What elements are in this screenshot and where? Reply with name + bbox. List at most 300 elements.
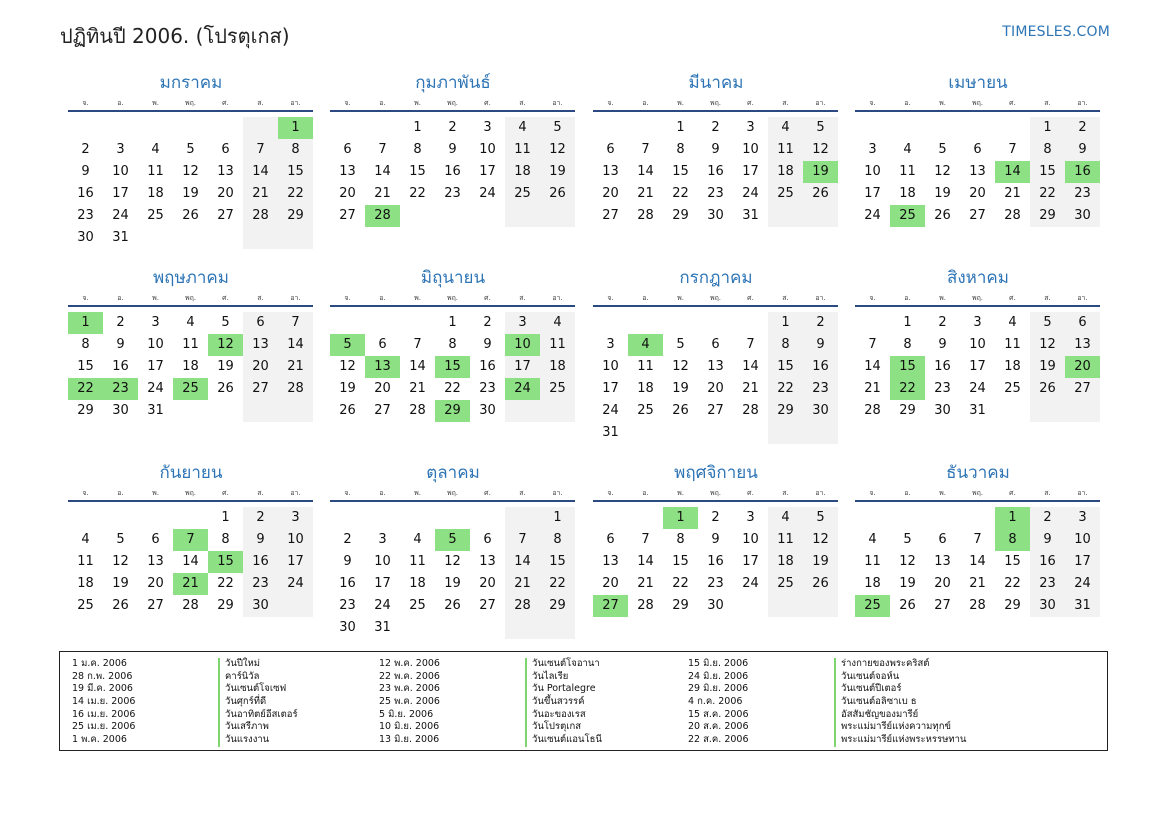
day-cell: 26: [217, 381, 234, 396]
blank-cell: [855, 117, 890, 139]
day-cell: 7: [505, 529, 540, 551]
blank-cell: [628, 507, 663, 529]
day-cell: 15: [672, 164, 689, 179]
day-cell: 27: [217, 208, 234, 223]
day-cell: 21: [864, 381, 881, 396]
weekday-label: จ.: [344, 294, 351, 302]
day-cell: 27: [479, 598, 496, 613]
day-cell: 4: [768, 507, 803, 529]
day-cell: 9: [343, 554, 352, 569]
day-cell: 19: [217, 359, 234, 374]
day-cell: 16: [803, 356, 838, 378]
day-cell: 21: [505, 573, 540, 595]
blank-cell: [733, 422, 768, 444]
blank-cell: [593, 117, 628, 139]
day-cell: 7: [641, 532, 650, 547]
holiday-day-cell: 22: [68, 378, 103, 400]
weekday-label: ส.: [519, 99, 526, 107]
month-block: [330, 460, 576, 639]
blank-cell: [505, 507, 540, 529]
day-cell: 11: [899, 164, 916, 179]
holiday-row: [688, 696, 988, 709]
weekday-label: พ.: [152, 489, 159, 497]
day-cell: 23: [1065, 183, 1100, 205]
weekday-label: พ.: [939, 489, 946, 497]
day-cell: 9: [1065, 139, 1100, 161]
day-cell: 26: [112, 598, 129, 613]
day-cell: 18: [768, 161, 803, 183]
day-cell: 11: [1004, 337, 1021, 352]
day-cell: 21: [637, 186, 654, 201]
day-cell: 8: [676, 142, 685, 157]
day-cell: 9: [1030, 529, 1065, 551]
day-cell: 3: [278, 507, 313, 529]
day-cell: 20: [479, 576, 496, 591]
day-cell: 25: [409, 598, 426, 613]
day-cell: 12: [803, 529, 838, 551]
blank-cell: [995, 117, 1030, 139]
day-cell: 7: [1008, 142, 1017, 157]
day-cell: 9: [803, 334, 838, 356]
weekday-label: พฤ.: [184, 99, 197, 107]
holiday-name: วันเซนต์แอนโธนี: [525, 734, 602, 747]
day-cell: 26: [934, 208, 951, 223]
day-grid: [330, 312, 575, 422]
day-cell: 6: [343, 142, 352, 157]
blank-cell: [855, 507, 890, 529]
weekday-label: ส.: [782, 489, 789, 497]
holiday-row: [688, 721, 988, 734]
blank-cell: [925, 117, 960, 139]
blank-cell: [243, 117, 278, 139]
holiday-row: [72, 709, 372, 722]
day-cell: 27: [339, 208, 356, 223]
blank-cell: [208, 227, 243, 249]
holiday-day-cell: 21: [173, 573, 208, 595]
holiday-day-cell: 15: [208, 551, 243, 573]
day-cell: 29: [1030, 205, 1065, 227]
weekday-label: ส.: [257, 489, 264, 497]
weekday-label: อา.: [552, 489, 563, 497]
blank-cell: [243, 400, 278, 422]
holiday-day-cell: 20: [1065, 356, 1100, 378]
day-cell: 30: [707, 598, 724, 613]
holiday-row: [688, 734, 988, 747]
day-cell: 3: [116, 142, 125, 157]
weekday-label: พ.: [152, 99, 159, 107]
day-cell: 14: [278, 334, 313, 356]
blank-cell: [733, 595, 768, 617]
day-cell: 22: [672, 576, 689, 591]
weekday-label: ศ.: [484, 99, 491, 107]
day-cell: 6: [378, 337, 387, 352]
day-cell: 19: [444, 576, 461, 591]
blank-cell: [103, 507, 138, 529]
blank-cell: [663, 312, 698, 334]
day-cell: 22: [672, 186, 689, 201]
month-block: [68, 460, 314, 617]
blank-cell: [470, 617, 505, 639]
day-cell: 4: [1008, 315, 1017, 330]
weekday-label: จ.: [869, 99, 876, 107]
day-cell: 23: [444, 186, 461, 201]
day-cell: 26: [540, 183, 575, 205]
weekday-label: อ.: [904, 489, 911, 497]
day-cell: 22: [444, 381, 461, 396]
holiday-date: 12 พ.ค. 2006: [379, 658, 440, 669]
day-grid: [855, 312, 1100, 422]
weekday-label: อา.: [552, 99, 563, 107]
holiday-row: [379, 709, 679, 722]
day-cell: 11: [182, 337, 199, 352]
day-cell: 2: [448, 120, 457, 135]
blank-cell: [208, 400, 243, 422]
day-cell: 20: [602, 576, 619, 591]
holiday-name: วันเซนต์อลิซาเบ ธ: [834, 696, 917, 709]
holiday-name: พระแม่มารีย์แห่งความทุกข์: [834, 721, 951, 734]
day-cell: 19: [112, 576, 129, 591]
holiday-day-cell: 27: [593, 595, 628, 617]
blank-cell: [400, 507, 435, 529]
day-grid: [68, 507, 313, 617]
day-cell: 8: [540, 529, 575, 551]
day-cell: 28: [505, 595, 540, 617]
weekday-label: พ.: [939, 294, 946, 302]
holiday-day-cell: 28: [365, 205, 400, 227]
day-cell: 27: [147, 598, 164, 613]
weekday-header: [593, 96, 838, 112]
blank-cell: [365, 117, 400, 139]
day-cell: 13: [707, 359, 724, 374]
day-cell: 3: [1065, 507, 1100, 529]
day-cell: 12: [899, 554, 916, 569]
day-cell: 6: [711, 337, 720, 352]
day-cell: 2: [938, 315, 947, 330]
weekday-label: จ.: [869, 489, 876, 497]
weekday-label: อา.: [290, 489, 301, 497]
day-cell: 27: [243, 378, 278, 400]
day-cell: 16: [339, 576, 356, 591]
holiday-name: วันเซนต์โจเซฟ: [218, 683, 286, 696]
weekday-label: จ.: [344, 489, 351, 497]
weekday-label: ศ.: [222, 99, 229, 107]
holiday-date: 22 ส.ค. 2006: [688, 734, 749, 746]
day-cell: 25: [1004, 381, 1021, 396]
day-cell: 12: [444, 554, 461, 569]
day-cell: 24: [969, 381, 986, 396]
day-cell: 11: [768, 139, 803, 161]
holiday-name: วันปีใหม่: [218, 658, 260, 671]
day-cell: 21: [243, 183, 278, 205]
month-block: [593, 460, 839, 617]
day-cell: 4: [505, 117, 540, 139]
day-cell: 10: [479, 142, 496, 157]
holiday-day-cell: 14: [995, 161, 1030, 183]
day-cell: 11: [864, 554, 881, 569]
holiday-date: 29 มิ.ย. 2006: [688, 683, 749, 695]
weekday-label: พฤ.: [709, 294, 722, 302]
day-cell: 10: [278, 529, 313, 551]
blank-cell: [803, 205, 838, 227]
weekday-label: ศ.: [484, 489, 491, 497]
weekday-label: พฤ.: [971, 99, 984, 107]
weekday-label: พฤ.: [184, 489, 197, 497]
blank-cell: [400, 617, 435, 639]
day-cell: 24: [742, 186, 759, 201]
weekday-label: ศ.: [1009, 99, 1016, 107]
day-cell: 13: [243, 334, 278, 356]
day-cell: 2: [81, 142, 90, 157]
weekday-label: อ.: [642, 99, 649, 107]
holiday-name: ร่างกายของพระคริสต์: [834, 658, 929, 671]
day-cell: 18: [899, 186, 916, 201]
weekday-label: อ.: [117, 489, 124, 497]
day-cell: 7: [278, 312, 313, 334]
weekday-label: อา.: [1077, 99, 1088, 107]
blank-cell: [400, 205, 435, 227]
blank-cell: [278, 595, 313, 617]
weekday-header: [330, 291, 575, 307]
day-cell: 25: [540, 378, 575, 400]
day-cell: 12: [540, 139, 575, 161]
month-name: มกราคม: [159, 73, 223, 93]
blank-cell: [208, 117, 243, 139]
day-cell: 21: [278, 356, 313, 378]
weekday-header: [855, 291, 1100, 307]
blank-cell: [435, 507, 470, 529]
day-cell: 31: [147, 403, 164, 418]
day-cell: 1: [903, 315, 912, 330]
weekday-header: [330, 96, 575, 112]
day-cell: 30: [934, 403, 951, 418]
day-cell: 15: [409, 164, 426, 179]
day-cell: 10: [112, 164, 129, 179]
day-cell: 12: [672, 359, 689, 374]
day-cell: 28: [1004, 208, 1021, 223]
day-cell: 19: [540, 161, 575, 183]
holiday-day-cell: 1: [68, 312, 103, 334]
holiday-row: [379, 658, 679, 671]
month-name: กันยายน: [159, 463, 223, 483]
weekday-header: [330, 486, 575, 502]
blank-cell: [173, 117, 208, 139]
weekday-label: ส.: [257, 294, 264, 302]
day-cell: 16: [112, 359, 129, 374]
day-cell: 31: [374, 620, 391, 635]
month-block: [855, 265, 1101, 422]
weekday-header: [593, 486, 838, 502]
day-cell: 2: [711, 120, 720, 135]
blank-cell: [68, 117, 103, 139]
day-cell: 2: [803, 312, 838, 334]
day-cell: 14: [637, 164, 654, 179]
day-cell: 23: [77, 208, 94, 223]
holiday-name: พระแม่มารีย์แห่งพระหรรษทาน: [834, 734, 966, 747]
day-cell: 11: [540, 334, 575, 356]
day-cell: 24: [479, 186, 496, 201]
day-cell: 16: [243, 551, 278, 573]
month-name: ธันวาคม: [946, 463, 1010, 483]
weekday-label: ส.: [1044, 99, 1051, 107]
weekday-label: อ.: [904, 294, 911, 302]
day-cell: 4: [186, 315, 195, 330]
day-cell: 22: [278, 183, 313, 205]
weekday-label: ศ.: [222, 294, 229, 302]
month-name: พฤศจิกายน: [674, 463, 758, 483]
day-cell: 15: [77, 359, 94, 374]
day-cell: 31: [969, 403, 986, 418]
weekday-label: พฤ.: [971, 489, 984, 497]
weekday-label: อ.: [904, 99, 911, 107]
blank-cell: [855, 312, 890, 334]
holiday-day-cell: 12: [208, 334, 243, 356]
day-cell: 19: [803, 551, 838, 573]
day-cell: 16: [707, 554, 724, 569]
day-cell: 10: [1065, 529, 1100, 551]
day-cell: 25: [768, 183, 803, 205]
day-cell: 17: [742, 164, 759, 179]
day-cell: 21: [374, 186, 391, 201]
holiday-row: [688, 658, 988, 671]
day-cell: 16: [707, 164, 724, 179]
weekday-label: ส.: [257, 99, 264, 107]
day-cell: 14: [374, 164, 391, 179]
holiday-row: [379, 671, 679, 684]
day-cell: 8: [768, 334, 803, 356]
day-cell: 5: [676, 337, 685, 352]
month-name: กรกฎาคม: [679, 268, 753, 288]
day-cell: 6: [606, 532, 615, 547]
weekday-label: อา.: [552, 294, 563, 302]
day-cell: 16: [444, 164, 461, 179]
blank-cell: [173, 227, 208, 249]
day-cell: 13: [934, 554, 951, 569]
day-cell: 6: [1065, 312, 1100, 334]
holiday-day-cell: 13: [365, 356, 400, 378]
day-cell: 17: [602, 381, 619, 396]
day-cell: 14: [243, 161, 278, 183]
weekday-label: พ.: [677, 99, 684, 107]
holiday-date: 22 พ.ค. 2006: [379, 670, 440, 682]
day-cell: 28: [637, 208, 654, 223]
weekday-label: อ.: [379, 99, 386, 107]
day-cell: 19: [1030, 356, 1065, 378]
day-cell: 7: [413, 337, 422, 352]
day-cell: 26: [339, 403, 356, 418]
blank-cell: [628, 117, 663, 139]
day-cell: 20: [339, 186, 356, 201]
day-cell: 7: [868, 337, 877, 352]
holiday-date: 28 ก.พ. 2006: [72, 670, 133, 682]
weekday-label: พฤ.: [709, 489, 722, 497]
weekday-label: อ.: [642, 489, 649, 497]
holiday-day-cell: 29: [435, 400, 470, 422]
holiday-name: วัน Portalegre: [525, 683, 596, 696]
day-cell: 3: [378, 532, 387, 547]
blank-cell: [435, 617, 470, 639]
day-cell: 14: [742, 359, 759, 374]
day-cell: 20: [969, 186, 986, 201]
day-cell: 17: [969, 359, 986, 374]
day-cell: 20: [934, 576, 951, 591]
month-block: [593, 70, 839, 227]
day-cell: 26: [1030, 378, 1065, 400]
day-cell: 5: [540, 117, 575, 139]
day-cell: 30: [479, 403, 496, 418]
weekday-label: พฤ.: [446, 489, 459, 497]
day-cell: 27: [707, 403, 724, 418]
day-cell: 4: [868, 532, 877, 547]
day-cell: 12: [934, 164, 951, 179]
holiday-name: วันเซนต์จอห์น: [834, 671, 899, 684]
holiday-name: วันเซนต์โจอานา: [525, 658, 600, 671]
blank-cell: [1030, 400, 1065, 422]
day-cell: 2: [116, 315, 125, 330]
day-cell: 7: [746, 337, 755, 352]
day-cell: 6: [973, 142, 982, 157]
day-cell: 14: [505, 551, 540, 573]
holiday-row: [72, 658, 372, 671]
day-cell: 29: [672, 598, 689, 613]
day-cell: 1: [413, 120, 422, 135]
day-cell: 15: [672, 554, 689, 569]
day-cell: 11: [77, 554, 94, 569]
blank-cell: [435, 205, 470, 227]
site-link[interactable]: TIMESLES.COM: [1002, 24, 1110, 40]
day-cell: 9: [448, 142, 457, 157]
blank-cell: [628, 312, 663, 334]
holiday-row: [379, 734, 679, 747]
holiday-name: วันเซนต์ปีเตอร์: [834, 683, 901, 696]
day-cell: 30: [77, 230, 94, 245]
day-cell: 4: [903, 142, 912, 157]
holiday-name: วันไลเรีย: [525, 671, 568, 684]
day-cell: 25: [637, 403, 654, 418]
holiday-list: [59, 651, 1108, 751]
day-cell: 4: [768, 117, 803, 139]
day-cell: 26: [803, 183, 838, 205]
day-cell: 14: [637, 554, 654, 569]
holiday-date: 15 ส.ค. 2006: [688, 708, 749, 720]
day-cell: 13: [217, 164, 234, 179]
day-cell: 1: [676, 120, 685, 135]
day-cell: 13: [339, 164, 356, 179]
blank-cell: [698, 422, 733, 444]
day-cell: 6: [151, 532, 160, 547]
day-cell: 22: [409, 186, 426, 201]
month-block: [855, 460, 1101, 617]
month-name: มิถุนายน: [420, 268, 486, 288]
day-cell: 27: [934, 598, 951, 613]
day-cell: 15: [540, 551, 575, 573]
holiday-day-cell: 25: [890, 205, 925, 227]
day-cell: 3: [746, 510, 755, 525]
weekday-label: อา.: [1077, 294, 1088, 302]
weekday-label: อ.: [379, 294, 386, 302]
day-cell: 31: [112, 230, 129, 245]
day-cell: 31: [1065, 595, 1100, 617]
weekday-label: อา.: [815, 99, 826, 107]
day-cell: 14: [182, 554, 199, 569]
holiday-date: 4 ก.ค. 2006: [688, 696, 743, 708]
day-grid: [330, 117, 575, 227]
blank-cell: [365, 507, 400, 529]
weekday-label: จ.: [607, 294, 614, 302]
day-cell: 26: [444, 598, 461, 613]
day-cell: 13: [147, 554, 164, 569]
day-cell: 18: [540, 356, 575, 378]
day-cell: 3: [606, 337, 615, 352]
